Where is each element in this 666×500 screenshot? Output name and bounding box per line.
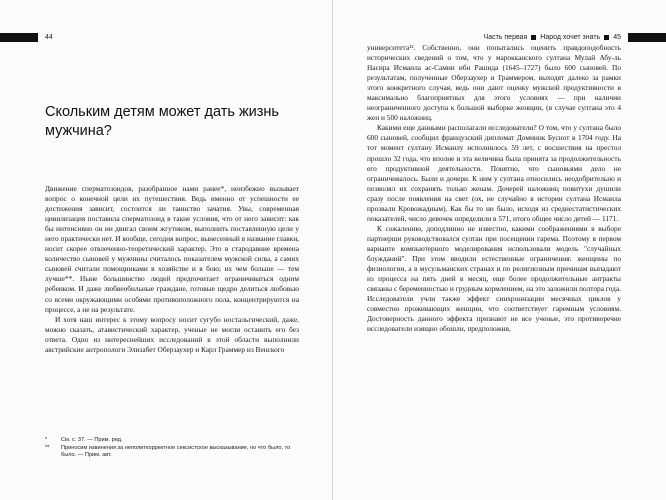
footnote-mark: * [45, 437, 48, 443]
footnotes [45, 437, 299, 460]
paragraph: Движение сперматозоидов, разобранное нами ранее*, неизбежно вызывает вопрос о конечной цели их путешествия. Ведь именно от успешности ее достижения зависит, состоится ли таинство зачатия. Увы, современная цивилизация поставила сперматозоид в такие условия, что от него зависит: как бы интенсивно он ни двигал своим жгутиком, выполнить поставленную цели у него практически нет. И вообще, сегодня вопрос, вынесенный в название главки, носит скорее отвлеченно-теоретический характер. Это в стародавние времена количество сыновей у мужчины считалось показателем мужской силы, а самих сыновей считали помощниками в хозяйстве и в бою; их чем больше — тем лучше**. Ныне большинство людей предпочитает ограничиваться одним ребенком. И даже любвеобильные граждане, готовые щедро делиться любовью со всеми окружающими особями противоположного пола, концентрируются на процессе, а не на результате. [45, 184, 300, 314]
left-body-text [45, 184, 299, 355]
page-number-left: 44 [45, 34, 53, 41]
separator-square [531, 35, 536, 40]
footnote-text: Приносим извинения за неполиткорректное сексистское высказывание, но что было, то было. — Прим. авт. [61, 444, 291, 459]
running-head [484, 32, 621, 43]
paragraph: университета¹². Собственно, они попытались оценить правдоподобность исторических сведений о том, что у марокканского султана Мулай Абу-ль Насира Исмаила ас-Самин ибн Рашида (1645–1727) было 600 сыновей. По результатам, полученные Оберзаухер и Граммером, выходят далеко за рамки этого конкретного случая, ведь они дают оценку мужской продуктивности в максимально благоприятных для этого условиях — при наличии неограниченного доступа к большой выборке женщин, (в случае султана это 4 жен и 500 наложниц. [367, 43, 621, 123]
paragraph: К сожалению, доподлинно не известно, какими соображениями в выборе партнерши руководствовался султан при посещении гарема. Поэтому в первом варианте компьютерного моделирования использовали модель "случайных блужданий". При этом вводили естественные ограничения: женщины по физиологии, а в мусульманских странах и по религиозным причинам выпадают из процесса на пять дней в месяц, еще более продолжительные антракты связаны с беременностью и грудным кормлением, на это заложили полтора года. Исследователи учли также эффект синхронизации месячных циклов у совместно проживающих женщин, что соответствует гаремным условиям. Достоверность данного эффекта признают не все ученые, это противоречие исследователи изящно обошли, предположив, [367, 223, 621, 334]
right-page [333, 0, 666, 500]
header-bar-left [0, 33, 38, 42]
running-head-chapter: Народ хочет знать [540, 34, 601, 41]
footnote [45, 445, 299, 460]
paragraph: И хотя наш интерес к этому вопросу носит сугубо ностальгический, даже, можно сказать, атавистический характер, ученые не могли оставить его без ответа. Одно из интереснейших исследований в этой области выполнили австрийские антропологи Элизабет Оберзаухер и Карл Граммер из Венского [45, 314, 299, 354]
separator-square [604, 35, 609, 40]
running-head-part: Часть первая [483, 34, 528, 41]
footnote-mark: ** [45, 444, 50, 451]
paragraph: Какими еще данными располагали исследователи? О том, что у султана было 600 сыновей, сообщил французский дипломат Доминик Буснот в 1704 году. На тот момент султану Исмаилу исполнилось 59 лет, с восшествия на престол прошло 32 года, что вполне и эта величина была принята за продолжительность его продуктивной деятельности. Понятно, что сыновьями дело не ограничивалось. Были и дочери. К ним у султана относились неодобрительно и позволял их сохранять только женам. Дочерей наложниц повитухи душили сразу после появления на свет (ох, не случайно в истории султана Исмаила прозвали Кровожадным). Как бы то ни было, исходя из среднестатистических показателей, число девочек определили в 571, итого общее число детей — 1171. [367, 123, 621, 223]
footnote [45, 437, 299, 445]
page-number-right: 45 [613, 34, 621, 41]
header-bar-right [628, 33, 666, 42]
right-body-text [367, 43, 621, 334]
footnote-text: См. с. 37. — Прим. ред. [61, 437, 123, 443]
section-title: Скольким детям может дать жизнь мужчина? [45, 104, 279, 139]
